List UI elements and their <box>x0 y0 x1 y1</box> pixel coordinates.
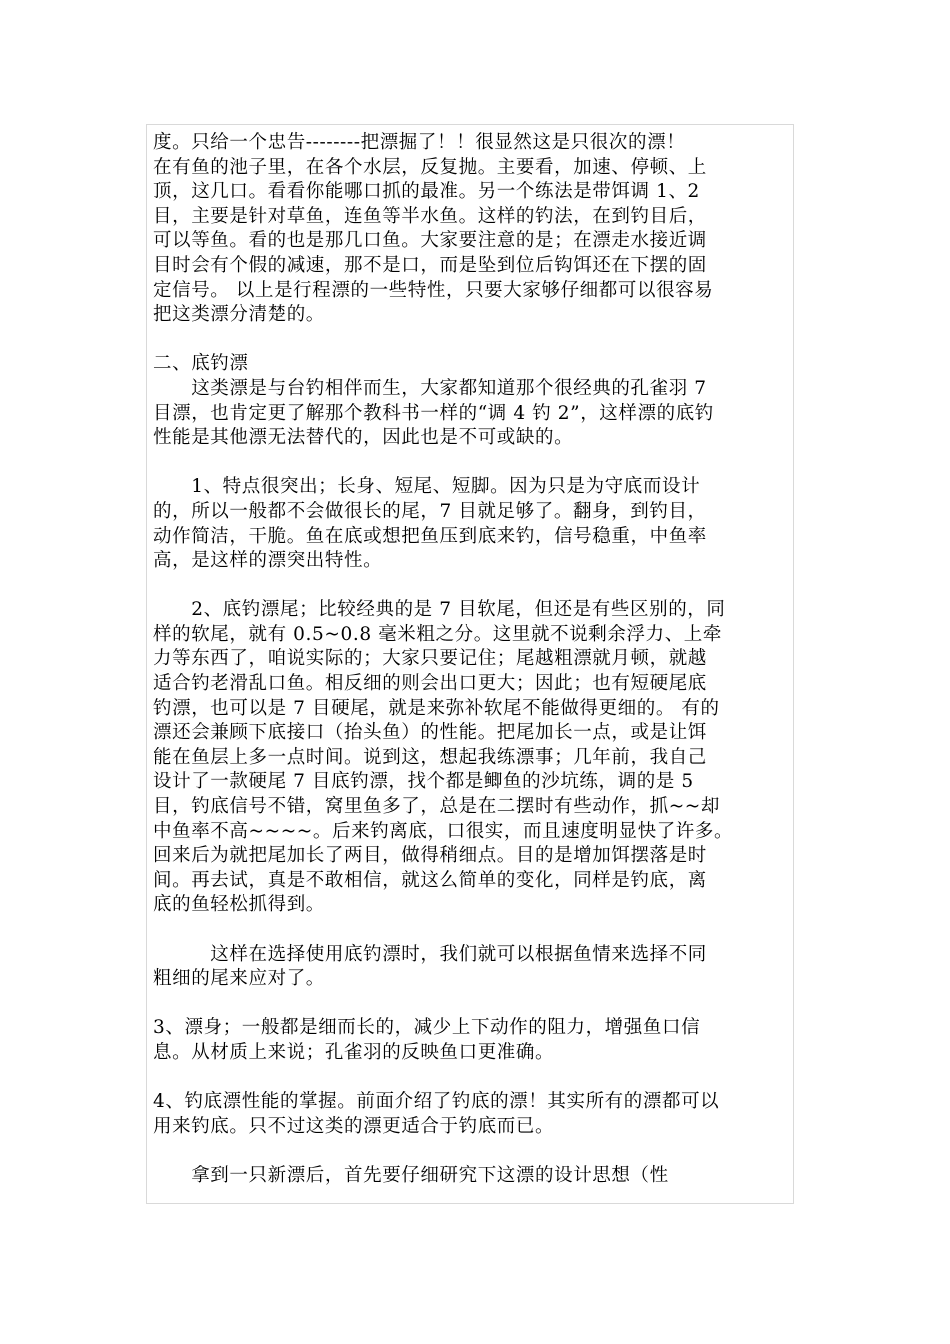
text-line: 目漂，也肯定更了解那个教科书一样的“调 4 钓 2”，这样漂的底钓 <box>153 402 714 424</box>
text-line: 2、底钓漂尾；比较经典的是 7 目软尾，但还是有些区别的，同 <box>153 599 726 621</box>
text-line: 的，所以一般都不会做很长的尾，7 目就足够了。翻身，到钓目， <box>153 500 707 522</box>
text-line: 用来钓底。只不过这类的漂更适合于钓底而已。 <box>153 1115 555 1137</box>
text-line: 目，钓底信号不错，窝里鱼多了，总是在二摆时有些动作，抓~~却 <box>153 796 721 818</box>
text-line: 高，是这样的漂突出特性。 <box>153 550 383 572</box>
blank-line <box>153 992 793 1017</box>
blank-line <box>153 918 793 943</box>
text-line: 中鱼率不高~~~~。后来钓离底，口很实，而且速度明显快了许多。 <box>153 820 734 842</box>
blank-line <box>153 574 793 599</box>
text-line: 4、钓底漂性能的掌握。前面介绍了钓底的漂！其实所有的漂都可以 <box>153 1091 720 1113</box>
text-line: 样的软尾，就有 0.5~0.8 毫米粗之分。这里就不说剩余浮力、上牵 <box>153 623 723 645</box>
text-line: 动作简洁，干脆。鱼在底或想把鱼压到底来钓，信号稳重，中鱼率 <box>153 525 707 547</box>
text-line: 度。只给一个忠告--------把漂掘了！！很显然这是只很次的漂！ <box>153 132 686 153</box>
text-line: 3、漂身；一般都是细而长的，减少上下动作的阻力，增强鱼口信 <box>153 1017 701 1039</box>
text-line: 回来后为就把尾加长了两目，做得稍细点。目的是增加饵摆落是时 <box>153 845 707 867</box>
document-body <box>153 131 793 1189</box>
text-line: 顶，这几口。看看你能哪口抓的最准。另一个练法是带饵调 1、2 <box>153 181 700 203</box>
text-line: 漂还会兼顾下底接口（抬头鱼）的性能。把尾加长一点，或是让饵 <box>153 722 707 744</box>
text-line: 在有鱼的池子里，在各个水层，反复抛。主要看，加速、停顿、上 <box>153 156 707 178</box>
text-line: 间。再去试，真是不敢相信，就这么简单的变化，同样是钓底，离 <box>153 869 707 891</box>
blank-line <box>153 1139 793 1164</box>
text-line: 设计了一款硬尾 7 目底钓漂，找个都是鲫鱼的沙坑练，调的是 5 <box>153 771 694 793</box>
text-line: 这类漂是与台钓相伴而生，大家都知道那个很经典的孔雀羽 7 <box>153 377 707 399</box>
text-line: 适合钓老滑乱口鱼。相反细的则会出口更大；因此；也有短硬尾底 <box>153 673 707 695</box>
text-line: 能在鱼层上多一点时间。说到这，想起我练漂事；几年前，我自己 <box>153 746 707 768</box>
text-line: 目，主要是针对草鱼，连鱼等半水鱼。这样的钓法，在到钓目后， <box>153 205 707 227</box>
text-line: 可以等鱼。看的也是那几口鱼。大家要注意的是；在漂走水接近调 <box>153 230 707 252</box>
text-line: 粗细的尾来应对了。 <box>153 968 325 990</box>
text-line: 这样在选择使用底钓漂时，我们就可以根据鱼情来选择不同 <box>153 943 707 965</box>
blank-line <box>153 328 793 353</box>
text-line: 息。从材质上来说；孔雀羽的反映鱼口更准确。 <box>153 1041 555 1063</box>
blank-line <box>153 1066 793 1091</box>
document-page <box>146 124 794 1204</box>
text-line: 性能是其他漂无法替代的，因此也是不可或缺的。 <box>153 427 574 449</box>
text-line: 定信号。 以上是行程漂的一些特性，只要大家够仔细都可以很容易 <box>153 279 714 301</box>
text-line: 1、特点很突出；长身、短尾、短脚。因为只是为守底而设计 <box>153 476 701 498</box>
text-line: 钓漂，也可以是 7 目硬尾，就是来弥补软尾不能做得更细的。 有的 <box>153 697 720 719</box>
text-line: 拿到一只新漂后，首先要仔细研究下这漂的设计思想（性 <box>153 1164 669 1186</box>
text-line: 力等东西了，咱说实际的；大家只要记住；尾越粗漂就月顿，就越 <box>153 648 707 670</box>
text-line: 把这类漂分清楚的。 <box>153 304 325 326</box>
text-line: 底的鱼轻松抓得到。 <box>153 894 325 916</box>
text-line: 二、底钓漂 <box>153 353 249 375</box>
blank-line <box>153 451 793 476</box>
text-line: 目时会有个假的减速，那不是口，而是坠到位后钩饵还在下摆的固 <box>153 254 707 276</box>
